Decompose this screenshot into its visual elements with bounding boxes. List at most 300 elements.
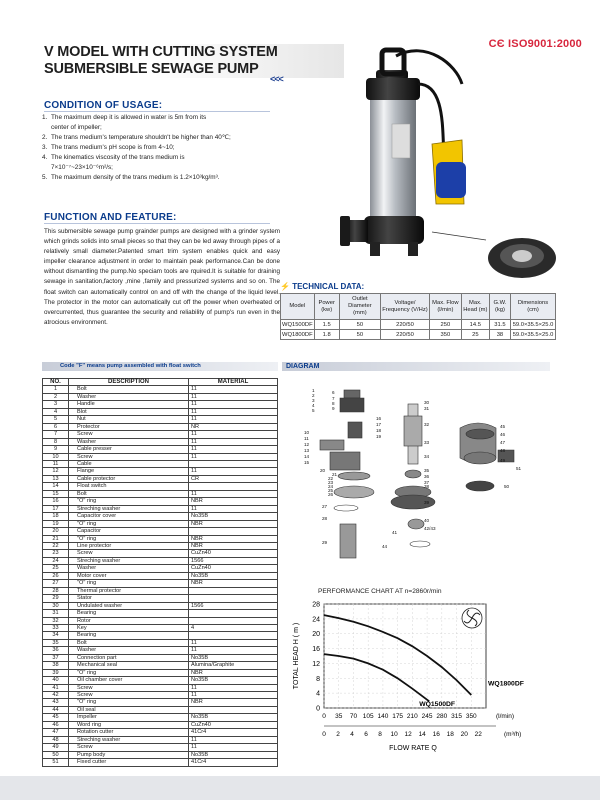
part-description: Bearing [69, 610, 189, 617]
condition-text: The trans medium's temperature shouldn't be higher than 40℃; [51, 134, 231, 141]
part-number: 10 [43, 453, 69, 460]
y-tick-label: 20 [312, 631, 320, 639]
parts-row [43, 669, 278, 676]
parts-row [43, 483, 278, 490]
diagram-callout: 21 [332, 472, 338, 477]
part-description: Handle [69, 401, 189, 408]
tech-cell: 350 [429, 330, 461, 340]
part-number: 34 [43, 632, 69, 639]
x-tick-label: 245 [421, 713, 433, 720]
y-tick-label: 16 [312, 646, 320, 654]
part-material: No35B [189, 654, 278, 661]
part-description: "O" ring [69, 699, 189, 706]
x2-tick-label: 18 [446, 731, 454, 738]
part-description: Rotation cutter [69, 729, 189, 736]
part-description: Oil seal [69, 706, 189, 713]
diagram-callout: 40 [424, 518, 430, 523]
part-number: 7 [43, 431, 69, 438]
parts-row [43, 557, 278, 564]
y-tick-label: 12 [312, 660, 320, 668]
diagram-callout: 37 [424, 480, 430, 485]
diagram-callout: 25 [328, 488, 334, 493]
part-number: 13 [43, 475, 69, 482]
part-material: CuZn40 [189, 721, 278, 728]
x-units-bottom: (m³/h) [504, 731, 522, 738]
parts-row [43, 721, 278, 728]
part-material [189, 617, 278, 624]
tech-cell: 38 [489, 330, 510, 340]
part-material: 1566 [189, 557, 278, 564]
tech-column-header: Power (kw) [314, 294, 339, 320]
series-label: WQ1800DF [488, 680, 524, 688]
condition-number: 3. [42, 144, 48, 151]
diagram-callout: 12 [304, 442, 310, 447]
tech-column-header: Model [281, 294, 315, 320]
part-description: Motor cover [69, 572, 189, 579]
part-number: 38 [43, 662, 69, 669]
part-description: Screw [69, 453, 189, 460]
diagram-callout: 5 [312, 408, 315, 413]
x2-tick-label: 20 [460, 731, 468, 738]
tech-cell: 220/50 [381, 330, 430, 340]
part-description: Impeller [69, 714, 189, 721]
part-number: 9 [43, 446, 69, 453]
part-number: 35 [43, 639, 69, 646]
part-number: 44 [43, 706, 69, 713]
tech-cell: WQ1500DF [282, 321, 313, 328]
parts-row [43, 475, 278, 482]
part-material: 11 [189, 736, 278, 743]
condition-number [42, 163, 51, 173]
parts-row [43, 423, 278, 430]
parts-row [43, 699, 278, 706]
diagram-callout: 29 [322, 540, 328, 545]
part-material: 11 [189, 639, 278, 646]
part-number: 42 [43, 692, 69, 699]
diagram-callout: 24 [328, 484, 334, 489]
series-label: WQ1500DF [419, 701, 456, 709]
part-material: 11 [189, 505, 278, 512]
parts-row [43, 393, 278, 400]
parts-row [43, 684, 278, 691]
part-material: Alumina/Graphite [189, 662, 278, 669]
parts-row [43, 513, 278, 520]
condition-text: The maximum deep it is allowed in water is 5m from its [51, 114, 207, 121]
condition-item [42, 173, 290, 183]
parts-row [43, 751, 278, 758]
part-number: 33 [43, 624, 69, 631]
diagram-callout: 7 [332, 396, 335, 401]
parts-row [43, 736, 278, 743]
parts-row [43, 759, 278, 766]
y-axis-label: TOTAL HEAD H ( m ) [293, 622, 300, 690]
part-description: Flange [69, 468, 189, 475]
part-material: 11 [189, 647, 278, 654]
part-description: Washer [69, 565, 189, 572]
diagram-callout: 23 [328, 480, 334, 485]
tech-cell: 1.5 [314, 320, 339, 330]
page-title [44, 44, 374, 78]
part-number: 26 [43, 572, 69, 579]
diagram-callout: 31 [424, 406, 430, 411]
part-number: 36 [43, 647, 69, 654]
condition-item [42, 143, 290, 153]
diagram-callout: 1 [312, 388, 315, 393]
parts-row [43, 714, 278, 721]
diagram-callout: 11 [304, 436, 309, 441]
x2-tick-label: 22 [474, 731, 482, 738]
parts-row [43, 460, 278, 467]
tech-cell: 1.8 [314, 330, 339, 340]
diagram-callout: 10 [304, 430, 310, 435]
parts-row [43, 542, 278, 549]
y-tick-label: 4 [316, 690, 320, 698]
part-description: Capacitor [69, 528, 189, 535]
tech-cell: 250 [429, 320, 461, 330]
diagram-callout: 35 [424, 468, 430, 473]
diagram-callout: 46 [500, 432, 506, 437]
x-tick-label: 35 [335, 713, 343, 720]
condition-heading: CONDITION OF USAGE: [44, 100, 163, 111]
x-tick-label: 350 [465, 713, 477, 720]
diagram-callout: 41 [392, 530, 398, 535]
part-description: Nut [69, 416, 189, 423]
decor-arrows: <<< [270, 74, 283, 84]
part-material: 11 [189, 692, 278, 699]
part-description: Washer [69, 393, 189, 400]
diagram-callout: 28 [322, 516, 328, 521]
parts-row [43, 453, 278, 460]
part-material: 11 [189, 408, 278, 415]
part-number: 39 [43, 669, 69, 676]
function-rule [44, 223, 270, 224]
condition-number [42, 123, 51, 133]
diagram-callout: 8 [332, 401, 335, 406]
part-material [189, 587, 278, 594]
part-material: NBR [189, 542, 278, 549]
part-material: 11 [189, 446, 278, 453]
parts-row [43, 528, 278, 535]
diagram-callout: 9 [332, 406, 335, 411]
condition-number: 4. [42, 154, 48, 161]
diagram-callout: 30 [424, 400, 430, 405]
part-number: 3 [43, 401, 69, 408]
part-material: 41Cr4 [189, 729, 278, 736]
part-description: Bolt [69, 490, 189, 497]
diagram-callout: 32 [424, 422, 430, 427]
ce-mark: CЄ [488, 38, 505, 50]
part-description: Fixed cutter [69, 759, 189, 766]
x2-tick-label: 8 [378, 731, 382, 738]
condition-rule [44, 111, 270, 112]
parts-row [43, 662, 278, 669]
part-material [189, 483, 278, 490]
x2-tick-label: 4 [350, 731, 354, 738]
parts-row [43, 692, 278, 699]
part-description: Streching washer [69, 505, 189, 512]
condition-text: 7×10⁻⁷~23×10⁻⁶m²/s; [51, 164, 113, 171]
parts-row [43, 490, 278, 497]
part-number: 25 [43, 565, 69, 572]
part-material: NBR [189, 699, 278, 706]
parts-row [43, 386, 278, 393]
diagram-callout: 15 [304, 460, 310, 465]
tech-heading: ⚡ TECHNICAL DATA: [280, 282, 365, 291]
part-number: 1 [43, 386, 69, 393]
part-number: 37 [43, 654, 69, 661]
part-material [189, 460, 278, 467]
part-description: "O" ring [69, 580, 189, 587]
parts-table [42, 378, 278, 767]
x2-tick-label: 6 [364, 731, 368, 738]
part-description: Protector [69, 423, 189, 430]
tech-column-header: G.W. (kg) [489, 294, 510, 320]
part-number: 45 [43, 714, 69, 721]
parts-row [43, 706, 278, 713]
parts-row [43, 632, 278, 639]
part-description: Cable protector [69, 475, 189, 482]
part-number: 32 [43, 617, 69, 624]
part-description: Bolt [69, 386, 189, 393]
diagram-callout: 3 [312, 398, 315, 403]
condition-item [42, 113, 290, 123]
tech-cell: 50 [339, 320, 380, 330]
part-number: 12 [43, 468, 69, 475]
part-number: 41 [43, 684, 69, 691]
part-description: Connection part [69, 654, 189, 661]
part-number: 4 [43, 408, 69, 415]
diagram-callout: 48 [500, 448, 506, 453]
diagram-callout: 22 [328, 476, 334, 481]
part-description: Float switch [69, 483, 189, 490]
diagram-callout: 45 [500, 424, 506, 429]
diagram-callout: 50 [504, 484, 510, 489]
x-tick-label: 0 [322, 713, 326, 720]
tech-row [281, 320, 556, 330]
part-material: 11 [189, 438, 278, 445]
part-number: 18 [43, 513, 69, 520]
part-number: 43 [43, 699, 69, 706]
parts-column-header: MATERIAL [189, 379, 278, 386]
part-number: 50 [43, 751, 69, 758]
tech-column-header: Max. Flow (l/min) [429, 294, 461, 320]
part-number: 24 [43, 557, 69, 564]
tech-column-header: Dimensions (cm) [511, 294, 556, 320]
part-material: No35B [189, 751, 278, 758]
tech-cell: 50 [339, 330, 380, 340]
part-number: 51 [43, 759, 69, 766]
title-line-1: V MODEL WITH CUTTING SYSTEM [44, 44, 278, 60]
part-material: NBR [189, 498, 278, 505]
parts-row [43, 617, 278, 624]
part-description: Bearing [69, 632, 189, 639]
part-material [189, 632, 278, 639]
part-description: Streching washer [69, 736, 189, 743]
parts-row [43, 505, 278, 512]
part-number: 15 [43, 490, 69, 497]
tech-cell: 59.0×35.5×25.0 [511, 330, 556, 340]
diagram-callout: 47 [500, 440, 506, 445]
part-number: 14 [43, 483, 69, 490]
part-number: 2 [43, 393, 69, 400]
part-material: 11 [189, 468, 278, 475]
parts-row [43, 654, 278, 661]
parts-row [43, 520, 278, 527]
parts-row [43, 602, 278, 609]
x2-tick-label: 12 [404, 731, 412, 738]
parts-row [43, 647, 278, 654]
part-description: Screw [69, 684, 189, 691]
part-description: Undulated washer [69, 602, 189, 609]
y-tick-label: 24 [312, 616, 320, 624]
parts-row [43, 639, 278, 646]
condition-text: The kinematics viscosity of the trans medium is [51, 154, 185, 161]
tech-cell: 14.5 [461, 320, 489, 330]
parts-row [43, 401, 278, 408]
diagram-callout: 51 [516, 466, 522, 471]
x2-tick-label: 10 [390, 731, 398, 738]
part-description: Screw [69, 692, 189, 699]
parts-row [43, 677, 278, 684]
y-tick-label: 0 [316, 705, 320, 713]
parts-row [43, 565, 278, 572]
part-material: 11 [189, 490, 278, 497]
y-tick-label: 8 [316, 675, 320, 683]
parts-row [43, 416, 278, 423]
part-number: 28 [43, 587, 69, 594]
x-tick-label: 210 [406, 713, 418, 720]
part-material: 1566 [189, 602, 278, 609]
part-material: No35B [189, 714, 278, 721]
part-description: Capacitor cover [69, 513, 189, 520]
diagram-callout: 16 [376, 416, 382, 421]
x-tick-label: 175 [392, 713, 404, 720]
code-note: Code "F" means pump assembled with float switch [42, 362, 278, 371]
part-number: 47 [43, 729, 69, 736]
part-material: 4 [189, 624, 278, 631]
parts-row [43, 446, 278, 453]
part-material: CuZn40 [189, 550, 278, 557]
part-material: NBR [189, 520, 278, 527]
part-material: 11 [189, 684, 278, 691]
part-number: 6 [43, 423, 69, 430]
x-tick-label: 315 [451, 713, 462, 720]
part-material: No35B [189, 572, 278, 579]
tech-cell: 25 [461, 330, 489, 340]
tech-cell: WQ1800DF [282, 331, 313, 338]
condition-text: The trans medium's pH scope is from 4~10; [51, 144, 175, 151]
part-description: Blot [69, 408, 189, 415]
condition-item [42, 123, 290, 133]
x-tick-label: 280 [436, 713, 448, 720]
part-description: Cable presser [69, 446, 189, 453]
parts-row [43, 498, 278, 505]
part-material: CR [189, 475, 278, 482]
condition-number: 2. [42, 134, 48, 141]
tech-cell: 220/50 [381, 320, 430, 330]
y-tick-label: 28 [312, 601, 320, 609]
parts-row [43, 729, 278, 736]
part-material: 11 [189, 386, 278, 393]
technical-data-table [280, 293, 556, 340]
chart-title: PERFORMANCE CHART AT n=2860r/min [318, 588, 442, 595]
diagram-callout: 6 [332, 390, 335, 395]
part-material [189, 610, 278, 617]
diagram-callout: 2 [312, 393, 315, 398]
parts-row [43, 744, 278, 751]
part-number: 21 [43, 535, 69, 542]
diagram-callout: 44 [382, 544, 388, 549]
part-description: Screw [69, 744, 189, 751]
part-material: 11 [189, 393, 278, 400]
footer-band [0, 776, 600, 800]
part-description: Stator [69, 595, 189, 602]
diagram-callout: 4 [312, 403, 315, 408]
condition-item [42, 163, 290, 173]
diagram-callout: 36 [424, 474, 430, 479]
parts-row [43, 580, 278, 587]
part-description: Bolt [69, 639, 189, 646]
parts-row [43, 595, 278, 602]
part-number: 29 [43, 595, 69, 602]
x-units-top: (l/min) [496, 713, 515, 720]
diagram-callout: 33 [424, 440, 430, 445]
part-description: "O" ring [69, 498, 189, 505]
part-material: 11 [189, 453, 278, 460]
part-number: 31 [43, 610, 69, 617]
title-line-2: SUBMERSIBLE SEWAGE PUMP [44, 61, 259, 77]
diagram-callout: 19 [376, 434, 382, 439]
diagram-callout: 27 [322, 504, 328, 509]
x2-tick-label: 14 [418, 731, 426, 738]
tech-column-header: Max. Head (m) [461, 294, 489, 320]
parts-row [43, 431, 278, 438]
part-material: 11 [189, 431, 278, 438]
parts-row [43, 535, 278, 542]
part-number: 20 [43, 528, 69, 535]
part-number: 16 [43, 498, 69, 505]
part-description: Key [69, 624, 189, 631]
parts-row [43, 572, 278, 579]
part-description: "O" ring [69, 669, 189, 676]
tech-row [281, 330, 556, 340]
pump-photo [336, 44, 562, 282]
part-description: Screw [69, 550, 189, 557]
condition-number: 5. [42, 174, 48, 181]
tech-column-header: Outlet Diameter (mm) [339, 294, 380, 320]
diagram-callout: 42/43 [424, 526, 436, 531]
part-material: NBR [189, 669, 278, 676]
x-tick-label: 70 [349, 713, 358, 720]
part-description: Thermal protector [69, 587, 189, 594]
tech-column-header: Voltage/ Frequency (V/Hz) [381, 294, 430, 320]
diagram-callout: 17 [376, 422, 382, 427]
part-number: 49 [43, 744, 69, 751]
x-axis-label: FLOW RATE Q [389, 745, 437, 752]
x2-tick-label: 2 [336, 731, 340, 738]
condition-item [42, 133, 290, 143]
parts-column-header: DESCRIPTION [69, 379, 189, 386]
part-number: 11 [43, 460, 69, 467]
condition-text: center of impeller; [51, 124, 102, 131]
part-number: 48 [43, 736, 69, 743]
part-material: 41Cr4 [189, 759, 278, 766]
iso-cert-badge: CЄ ISO9001:2000 [488, 38, 582, 50]
part-description: Washer [69, 438, 189, 445]
part-material: NBR [189, 580, 278, 587]
parts-row [43, 438, 278, 445]
part-description: Mechanical seal [69, 662, 189, 669]
